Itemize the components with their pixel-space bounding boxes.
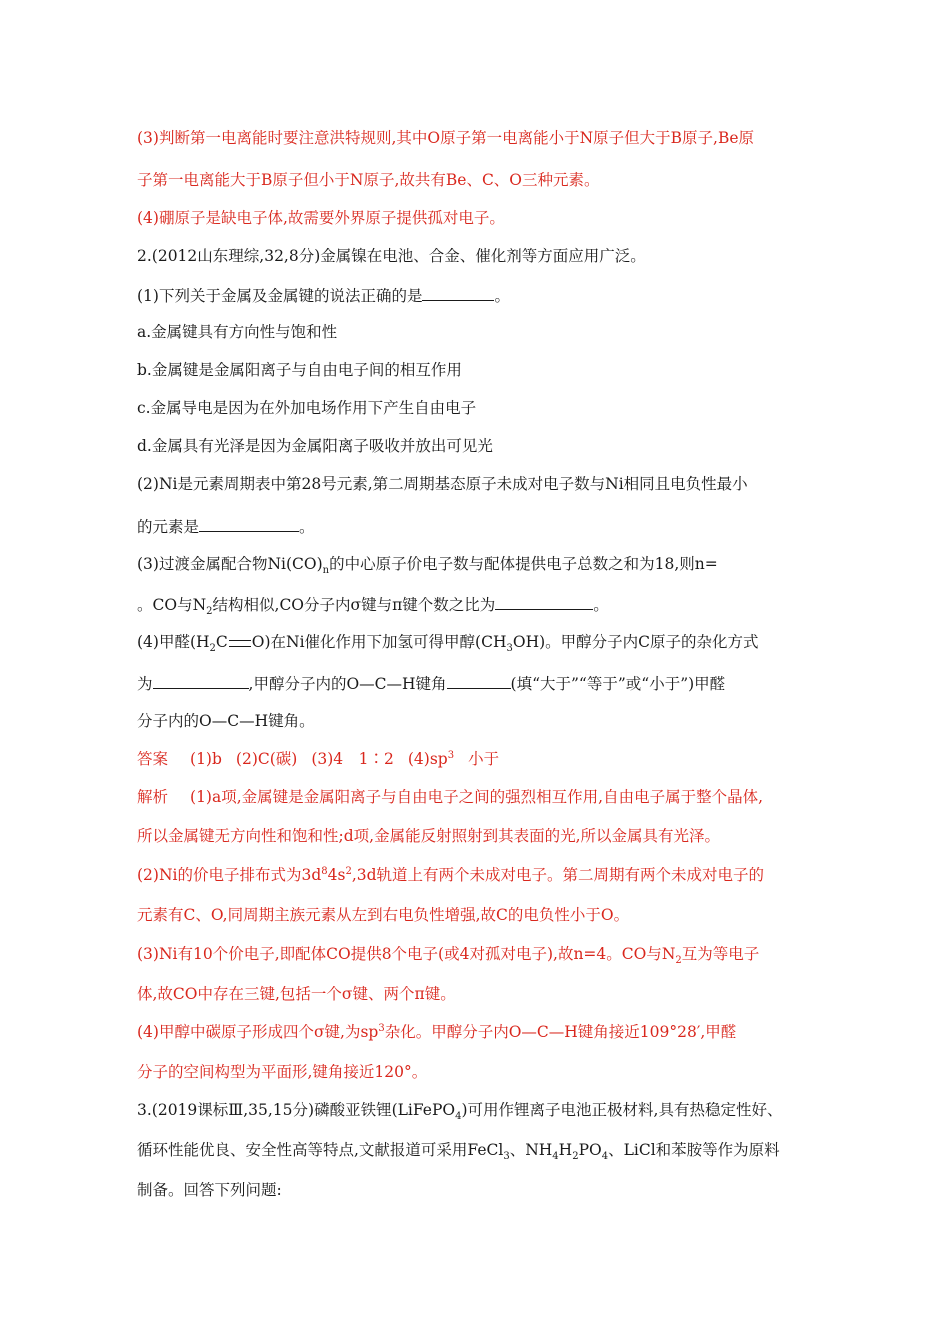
double-bond-icon (229, 640, 251, 647)
question-3-text-b: )可用作锂离子电池正极材料,具有热稳定性好、 (461, 1101, 783, 1119)
question-2-part-3-line-1 (137, 554, 718, 577)
analysis-3-line-1: (3)判断第一电离能时要注意洪特规则,其中O原子第一电离能小于N原子但大于B原子,Be原 (137, 129, 755, 147)
option-a: a.金属键具有方向性与饱和性 (137, 323, 338, 341)
analysis-label: 解析 (137, 788, 169, 806)
subscript-3: 3 (506, 643, 513, 655)
part-4-text-f: (填“大于”“等于”或“小于”)甲醛 (510, 675, 726, 693)
question-2-part-1 (137, 284, 510, 306)
answer-4: (4)sp (407, 750, 448, 768)
question-3-text-e: H (558, 1141, 573, 1159)
subscript-h2: 2 (572, 1151, 579, 1163)
subscript-po4b: 4 (601, 1151, 609, 1163)
option-d: d.金属具有光泽是因为金属阳离子吸收并放出可见光 (137, 437, 493, 455)
question-2-part-4-line-2 (137, 672, 725, 694)
analysis-2-text-c: ,3d轨道上有两个未成对电子。第二周期有两个未成对电子的 (351, 866, 765, 884)
analysis-1-line-2: 所以金属键无方向性和饱和性;d项,金属能反射照射到其表面的光,所以金属具有光泽。 (137, 827, 721, 845)
part-4-text-d: 为 (137, 675, 153, 693)
part-4-text-b: O)在Ni催化作用下加氢可得甲醇(CH (251, 633, 507, 651)
part-3-end: 。 (593, 596, 609, 614)
part-4-text-c: OH)。甲醇分子内C原子的杂化方式 (512, 633, 759, 651)
answer-blank-4 (153, 672, 249, 689)
subscript-nh4: 4 (552, 1151, 559, 1163)
option-b: b.金属键是金属阳离子与自由电子间的相互作用 (137, 361, 462, 379)
subscript-2: 2 (206, 606, 213, 618)
option-c: c.金属导电是因为在外加电场作用下产生自由电子 (137, 399, 477, 417)
superscript-2: 2 (345, 865, 352, 877)
question-3-text-g: 、LiCl和苯胺等作为原料 (608, 1141, 780, 1159)
analysis-1-line-1 (137, 787, 763, 807)
answer-2: (2)C(碳) (235, 750, 298, 768)
part-3-text-b: 的中心原子价电子数与配体提供电子总数之和为18,则n= (329, 555, 718, 573)
question-3-text-c: 循环性能优良、安全性高等特点,文献报道可采用FeCl (137, 1141, 504, 1159)
analysis-2-line-2: 元素有C、O,同周期主族元素从左到右电负性增强,故C的电负性小于O。 (137, 906, 630, 924)
answer-label: 答案 (137, 750, 169, 768)
superscript-8: 8 (321, 865, 328, 877)
analysis-4b-text-b: 杂化。甲醇分子内O—C—H键角接近109°28′,甲醛 (384, 1023, 737, 1041)
analysis-4b-line-2: 分子的空间构型为平面形,键角接近120°。 (137, 1063, 428, 1081)
analysis-3-line-2: 子第一电离能大于B原子但小于N原子,故共有Be、C、O三种元素。 (137, 171, 600, 189)
part-2-text: 的元素是 (137, 518, 200, 536)
analysis-4b-text-a: (4)甲醇中碳原子形成四个σ键,为sp (137, 1023, 379, 1041)
subscript-h2: 2 (209, 643, 216, 655)
question-3-line-2 (137, 1140, 780, 1163)
part-2-end: 。 (299, 518, 315, 536)
part-3-text-d: 结构相似,CO分子内σ键与π键个数之比为 (212, 596, 496, 614)
part-4-text-e: ,甲醇分子内的O—C—H键角 (248, 675, 447, 693)
question-2-part-2-line-1: (2)Ni是元素周期表中第28号元素,第二周期基态原子未成对电子数与Ni相同且电负性最小 (137, 475, 748, 493)
analysis-3b-line-1 (137, 944, 760, 967)
question-2-part-2-line-2 (137, 515, 315, 537)
analysis-3b-text-a: (3)Ni有10个价电子,即配体CO提供8个电子(或4对孤对电子),故n=4。CO与N (137, 945, 676, 963)
part-4-text-a: (4)甲醛(H (137, 633, 210, 651)
answer-1: (1)b (190, 750, 222, 768)
answer-blank-2 (199, 515, 299, 532)
answer-blank-5 (447, 672, 511, 689)
question-2-part-3-line-2 (137, 593, 609, 618)
part-1-text: (1)下列关于金属及金属键的说法正确的是 (137, 287, 423, 305)
analysis-4b-line-1 (137, 1022, 736, 1042)
analysis-1-text-a: (1)a项,金属键是金属阳离子与自由电子之间的强烈相互作用,自由电子属于整个晶体, (190, 788, 763, 806)
analysis-2-text-a: (2)Ni的价电子排布式为3d (137, 866, 322, 884)
part-3-text-a: (3)过渡金属配合物Ni(CO) (137, 555, 323, 573)
analysis-3b-text-b: 互为等电子 (681, 945, 760, 963)
superscript-3: 3 (447, 749, 455, 761)
question-2-title: 2.(2012山东理综,32,8分)金属镍在电池、合金、催化剂等方面应用广泛。 (137, 247, 646, 265)
question-3-text-d: 、NH (509, 1141, 553, 1159)
subscript-n: n (322, 565, 330, 577)
superscript-sp3: 3 (378, 1022, 385, 1034)
subscript-n2: 2 (675, 955, 682, 967)
answer-4-end: 小于 (468, 750, 500, 768)
answer-blank-1 (422, 284, 494, 301)
question-3-text-a: 3.(2019课标Ⅲ,35,15分)磷酸亚铁锂(LiFePO (137, 1101, 456, 1119)
question-2-part-4-line-1 (137, 632, 759, 655)
part-3-text-c: 。CO与N (137, 596, 207, 614)
subscript-cl3: 3 (503, 1151, 510, 1163)
carbon-symbol: C (215, 633, 228, 651)
question-3-line-3: 制备。回答下列问题: (137, 1181, 282, 1199)
question-3-text-f: PO (578, 1141, 602, 1159)
answer-3: (3)4 1∶2 (311, 750, 394, 768)
question-3-line-1 (137, 1100, 783, 1123)
part-1-end: 。 (494, 287, 510, 305)
analysis-2-line-1 (137, 865, 764, 885)
analysis-2-text-b: 4s (327, 866, 346, 884)
analysis-4-line: (4)硼原子是缺电子体,故需要外界原子提供孤对电子。 (137, 209, 505, 227)
answer-line (137, 749, 499, 769)
subscript-po4: 4 (455, 1111, 462, 1123)
answer-blank-3 (495, 593, 593, 610)
question-2-part-4-line-3: 分子内的O—C—H键角。 (137, 712, 315, 730)
analysis-3b-line-2: 体,故CO中存在三键,包括一个σ键、两个π键。 (137, 985, 456, 1003)
